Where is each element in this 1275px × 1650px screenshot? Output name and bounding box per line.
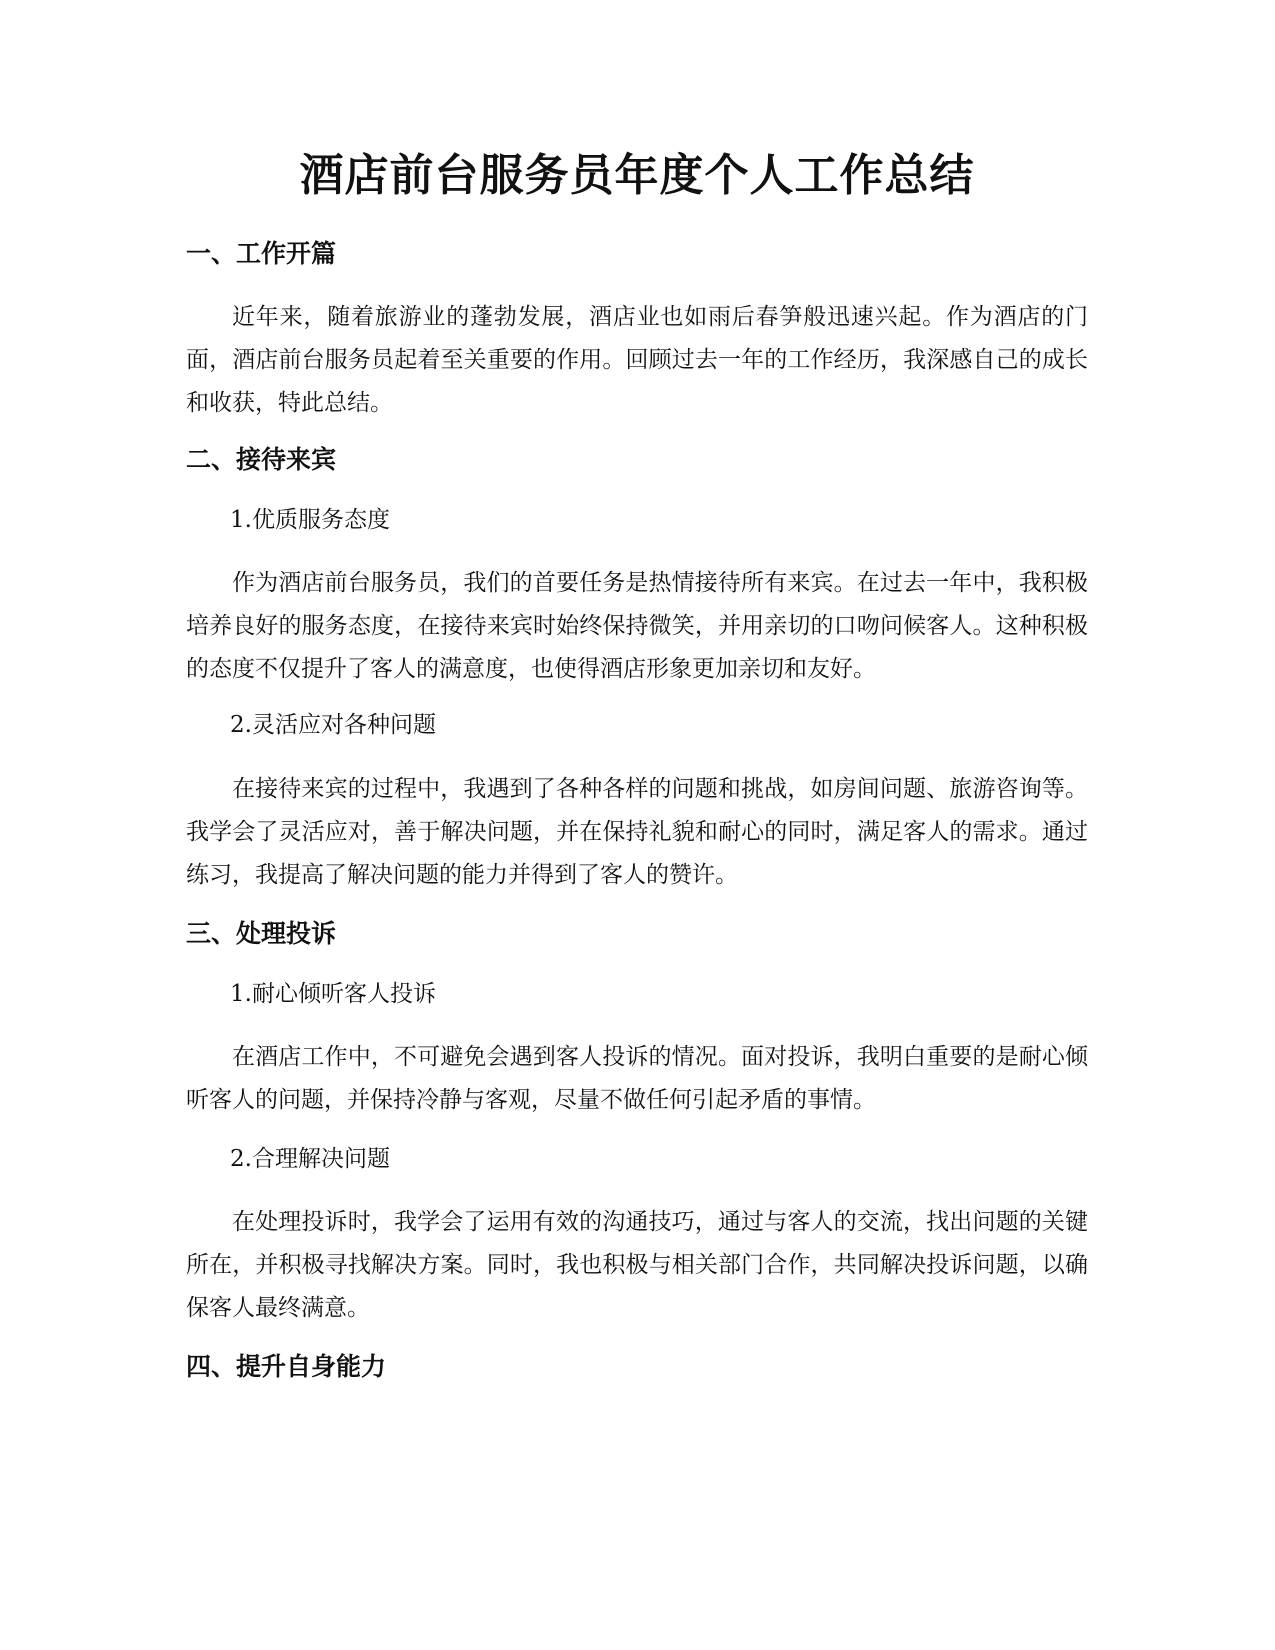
- subsection-title: 1.优质服务态度: [230, 507, 390, 533]
- section-heading: 一、工作开篇: [186, 239, 337, 268]
- paragraph: 近年来，随着旅游业的蓬勃发展，酒店业也如雨后春笋般迅速兴起。作为酒店的门面，酒店前台服务员起着至关重要的作用。回顾过去一年的工作经历，我深感自己的成长和收获，特此总结。: [186, 304, 1088, 416]
- document-page: [186, 0, 1088, 1650]
- section-heading: 三、处理投诉: [186, 919, 337, 948]
- paragraph: 作为酒店前台服务员，我们的首要任务是热情接待所有来宾。在过去一年中，我积极培养良好的服务态度，在接待来宾时始终保持微笑，并用亲切的口吻问候客人。这种积极的态度不仅提升了客人的满意度，也使得酒店形象更加亲切和友好。: [186, 570, 1088, 682]
- paragraph: 在酒店工作中，不可避免会遇到客人投诉的情况。面对投诉，我明白重要的是耐心倾听客人的问题，并保持冷静与客观，尽量不做任何引起矛盾的事情。: [186, 1044, 1088, 1113]
- paragraph: 在接待来宾的过程中，我遇到了各种各样的问题和挑战，如房间问题、旅游咨询等。我学会了灵活应对，善于解决问题，并在保持礼貌和耐心的同时，满足客人的需求。通过练习，我提高了解决问题的能力并得到了客人的赞许。: [186, 776, 1088, 888]
- paragraph: 在处理投诉时，我学会了运用有效的沟通技巧，通过与客人的交流，找出问题的关键所在，并积极寻找解决方案。同时，我也积极与相关部门合作，共同解决投诉问题，以确保客人最终满意。: [186, 1209, 1088, 1321]
- subsection-title: 2.合理解决问题: [230, 1146, 390, 1172]
- section-heading: 四、提升自身能力: [186, 1352, 387, 1381]
- subsection-title: 1.耐心倾听客人投诉: [230, 981, 436, 1007]
- subsection-title: 2.灵活应对各种问题: [230, 712, 436, 738]
- section-heading: 二、接待来宾: [186, 445, 337, 474]
- document-title: 酒店前台服务员年度个人工作总结: [299, 150, 975, 201]
